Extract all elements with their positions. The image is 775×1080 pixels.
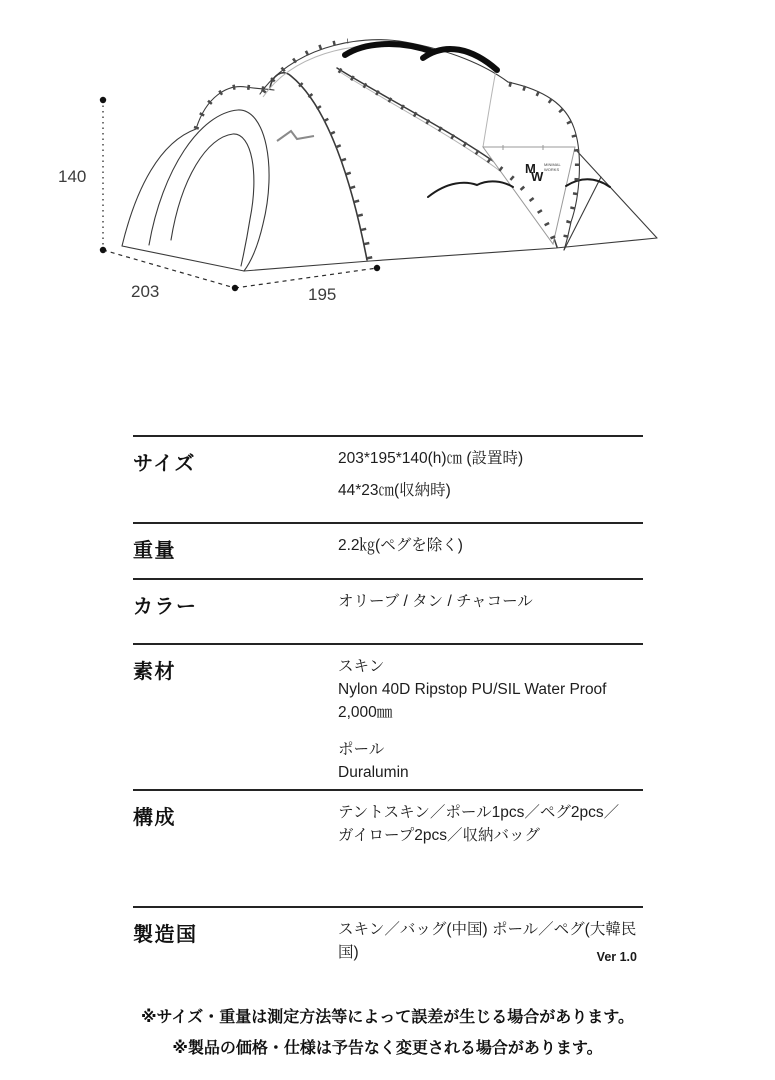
spec-table (133, 435, 643, 976)
logo-brand-line1: MINIMAL (544, 162, 561, 167)
spec-row-material (133, 643, 643, 789)
spec-label-color: カラー (133, 596, 198, 618)
spec-label-origin: 製造国 (133, 924, 198, 946)
spec-value-weight (338, 534, 643, 578)
spec-material-skin-title: スキン (338, 658, 385, 675)
spec-row-origin (133, 906, 643, 976)
dimension-width-label: 203 (131, 282, 160, 301)
spec-material-pole-title: ポール (338, 741, 385, 758)
dimension-height-label: 140 (58, 167, 87, 186)
spec-row-color (133, 578, 643, 643)
footer-note-measurement: ※サイズ・重量は測定方法等によって誤差が生じる場合があります。 (141, 1009, 634, 1026)
tent-outline (122, 40, 657, 271)
spec-value-components (338, 801, 643, 906)
spec-weight-line: 2.2㎏(ペグを除く) (338, 537, 463, 554)
spec-value-material (338, 655, 643, 789)
spec-label-weight: 重量 (133, 540, 176, 562)
spec-value-origin (338, 918, 643, 976)
spec-row-weight (133, 522, 643, 578)
spec-value-color (338, 590, 643, 643)
footer-note-changes: ※製品の価格・仕様は予告なく変更される場合があります。 (172, 1040, 603, 1057)
logo-brand-line2: WORKS (544, 167, 560, 172)
version-label: Ver 1.0 (596, 950, 637, 964)
spec-components-line2: ガイロープ2pcs／収納バッグ (338, 827, 541, 844)
spec-components-line1: テントスキン／ポール1pcs／ペグ2pcs／ (338, 804, 620, 821)
spec-color-line: オリーブ / タン / チャコール (338, 593, 533, 610)
dimension-depth-label: 195 (308, 285, 337, 304)
dimension-annotations (58, 97, 380, 304)
spec-label-components: 構成 (133, 807, 176, 829)
footer-notes (0, 1002, 775, 1064)
spec-label-material: 素材 (133, 661, 176, 683)
spec-label-size: サイズ (133, 453, 196, 475)
spec-row-components (133, 789, 643, 906)
guyline-zigzag (277, 131, 314, 141)
top-sleeve-bars (345, 44, 497, 70)
spec-row-size (133, 435, 643, 522)
spec-material-pole-detail: Duralumin (338, 764, 409, 781)
logo-monogram-w: W (531, 169, 544, 184)
spec-origin-line: スキン／バッグ(中国) ポール／ペグ(大韓民国) (338, 921, 637, 961)
spec-size-packed: 44*23㎝(収納時) (338, 482, 451, 499)
spec-material-skin-detail: Nylon 40D Ripstop PU/SIL Water Proof 2,000㎜ (338, 681, 607, 721)
tent-diagram (0, 0, 775, 330)
spec-value-size (338, 447, 643, 522)
vestibule-panel (483, 145, 575, 244)
spec-size-installed: 203*195*140(h)㎝ (設置時) (338, 450, 524, 467)
logo-monogram-m: M (525, 161, 536, 176)
tent-detail-lines (263, 45, 500, 171)
